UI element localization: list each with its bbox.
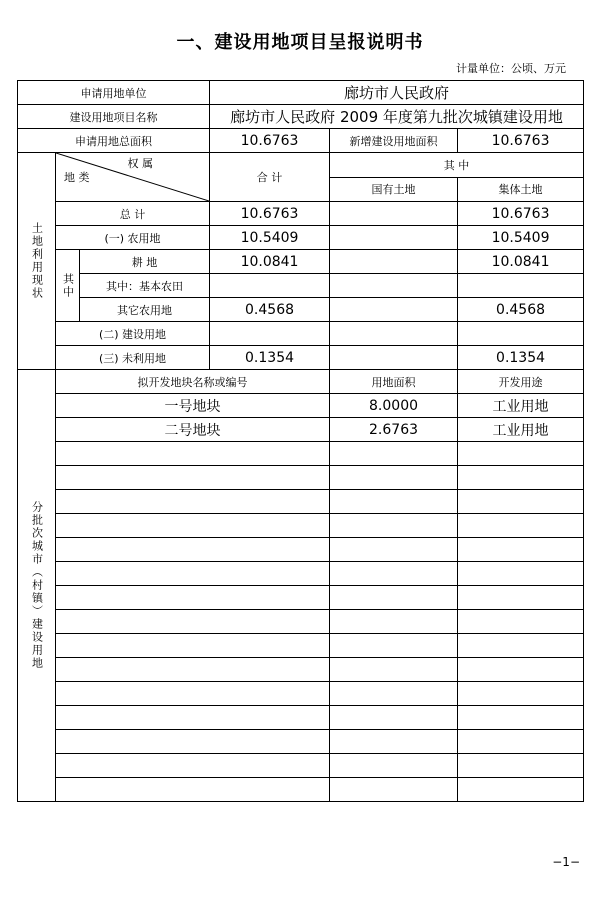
land-status-row — [18, 250, 584, 274]
plot-area — [330, 610, 458, 634]
plot-row — [18, 418, 584, 442]
plots-header-row — [18, 370, 584, 394]
total-col-header: 合 计 — [210, 153, 330, 202]
plot-area — [330, 754, 458, 778]
total-area-value: 10.6763 — [210, 129, 330, 153]
plot-name — [56, 442, 330, 466]
document-title: 一、建设用地项目呈报说明书 — [176, 32, 424, 53]
project-row — [18, 105, 584, 129]
plot-area — [330, 562, 458, 586]
plot-name — [56, 730, 330, 754]
plot-area — [330, 514, 458, 538]
area-row — [18, 129, 584, 153]
total-value — [210, 322, 330, 346]
type-label: 地 类 — [64, 171, 90, 184]
plot-use — [458, 682, 584, 706]
collective-value: 10.6763 — [458, 202, 584, 226]
plot-area — [330, 778, 458, 802]
plot-name — [56, 610, 330, 634]
plot-area — [330, 466, 458, 490]
plot-area — [330, 490, 458, 514]
plot-row — [18, 490, 584, 514]
plot-name: 二号地块 — [56, 418, 330, 442]
plot-use — [458, 538, 584, 562]
plot-name — [56, 490, 330, 514]
plot-row — [18, 514, 584, 538]
state-value — [330, 226, 458, 250]
plot-row — [18, 562, 584, 586]
land-type-name: (一) 农用地 — [56, 226, 210, 250]
land-status-row — [18, 274, 584, 298]
plot-area — [330, 538, 458, 562]
state-value — [330, 346, 458, 370]
plot-name — [56, 778, 330, 802]
plot-name: 一号地块 — [56, 394, 330, 418]
land-status-header-row — [18, 153, 584, 178]
land-type-name: 其中：基本农田 — [80, 274, 210, 298]
applicant-row — [18, 81, 584, 105]
land-status-section-label: 土地利用现状 — [30, 222, 44, 300]
total-value: 0.4568 — [210, 298, 330, 322]
total-value: 10.6763 — [210, 202, 330, 226]
plot-name — [56, 586, 330, 610]
plot-area — [330, 730, 458, 754]
of-which-header: 其 中 — [330, 153, 584, 178]
plot-name — [56, 466, 330, 490]
state-value — [330, 274, 458, 298]
land-type-name: 总 计 — [56, 202, 210, 226]
state-value — [330, 298, 458, 322]
plot-use — [458, 610, 584, 634]
total-value: 10.5409 — [210, 226, 330, 250]
land-status-row — [18, 298, 584, 322]
plot-area — [330, 586, 458, 610]
new-area-label: 新增建设用地面积 — [330, 129, 458, 153]
plot-row — [18, 586, 584, 610]
plot-use — [458, 754, 584, 778]
applicant-label: 申请用地单位 — [18, 81, 210, 105]
total-area-label: 申请用地总面积 — [18, 129, 210, 153]
plot-row — [18, 682, 584, 706]
plot-use — [458, 586, 584, 610]
plot-row — [18, 658, 584, 682]
plot-row — [18, 466, 584, 490]
state-value — [330, 322, 458, 346]
plot-area: 2.6763 — [330, 418, 458, 442]
page-number: −1− — [552, 855, 580, 869]
project-label: 建设用地项目名称 — [18, 105, 210, 129]
collective-col-header: 集体土地 — [458, 177, 584, 202]
plot-area-header: 用地面积 — [330, 370, 458, 394]
plot-row — [18, 394, 584, 418]
plot-name — [56, 634, 330, 658]
plot-area — [330, 658, 458, 682]
new-area-value: 10.6763 — [458, 129, 584, 153]
collective-value — [458, 322, 584, 346]
plot-name — [56, 538, 330, 562]
plot-use — [458, 466, 584, 490]
land-status-row — [18, 202, 584, 226]
plot-name — [56, 562, 330, 586]
plots-section-label: 分批次城市（村镇）建设用地 — [30, 501, 44, 670]
land-type-name: 耕 地 — [80, 250, 210, 274]
collective-value: 10.5409 — [458, 226, 584, 250]
land-status-row — [18, 226, 584, 250]
total-value: 10.0841 — [210, 250, 330, 274]
collective-value: 10.0841 — [458, 250, 584, 274]
plot-use: 工业用地 — [458, 394, 584, 418]
plot-name — [56, 754, 330, 778]
plot-row — [18, 778, 584, 802]
plot-use — [458, 490, 584, 514]
land-status-row — [18, 346, 584, 370]
plot-name — [56, 706, 330, 730]
land-status-row — [18, 322, 584, 346]
plot-use — [458, 442, 584, 466]
sub-category-label: 其中 — [61, 272, 75, 299]
project-form-table — [17, 80, 584, 802]
measurement-unit: 计量单位：公顷、万元 — [456, 62, 566, 75]
plot-use — [458, 778, 584, 802]
plot-row — [18, 538, 584, 562]
plot-row — [18, 706, 584, 730]
land-type-name: (三) 未利用地 — [56, 346, 210, 370]
plots-section-cell — [18, 370, 56, 802]
land-type-name: 其它农用地 — [80, 298, 210, 322]
plot-area — [330, 682, 458, 706]
plot-row — [18, 442, 584, 466]
plot-use — [458, 658, 584, 682]
state-value — [330, 202, 458, 226]
collective-value: 0.4568 — [458, 298, 584, 322]
owner-type-diagonal-header — [56, 153, 210, 202]
collective-value — [458, 274, 584, 298]
plot-use — [458, 730, 584, 754]
total-value — [210, 274, 330, 298]
plot-use: 工业用地 — [458, 418, 584, 442]
land-type-name: (二) 建设用地 — [56, 322, 210, 346]
plot-area: 8.0000 — [330, 394, 458, 418]
plot-area — [330, 442, 458, 466]
owner-label: 权 属 — [127, 157, 154, 170]
plot-use — [458, 562, 584, 586]
plot-name — [56, 514, 330, 538]
total-value: 0.1354 — [210, 346, 330, 370]
plot-use — [458, 634, 584, 658]
project-value: 廊坊市人民政府 2009 年度第九批次城镇建设用地 — [210, 105, 584, 129]
plot-row — [18, 730, 584, 754]
sub-category-cell — [56, 250, 80, 322]
plot-use — [458, 706, 584, 730]
plot-name-header: 拟开发地块名称或编号 — [56, 370, 330, 394]
plot-area — [330, 634, 458, 658]
state-col-header: 国有土地 — [330, 177, 458, 202]
plot-row — [18, 610, 584, 634]
state-value — [330, 250, 458, 274]
applicant-value: 廊坊市人民政府 — [210, 81, 584, 105]
plot-name — [56, 658, 330, 682]
land-status-section-cell — [18, 153, 56, 370]
plot-area — [330, 706, 458, 730]
plot-name — [56, 682, 330, 706]
plot-use-header: 开发用途 — [458, 370, 584, 394]
collective-value: 0.1354 — [458, 346, 584, 370]
plot-row — [18, 634, 584, 658]
plot-use — [458, 514, 584, 538]
plot-row — [18, 754, 584, 778]
